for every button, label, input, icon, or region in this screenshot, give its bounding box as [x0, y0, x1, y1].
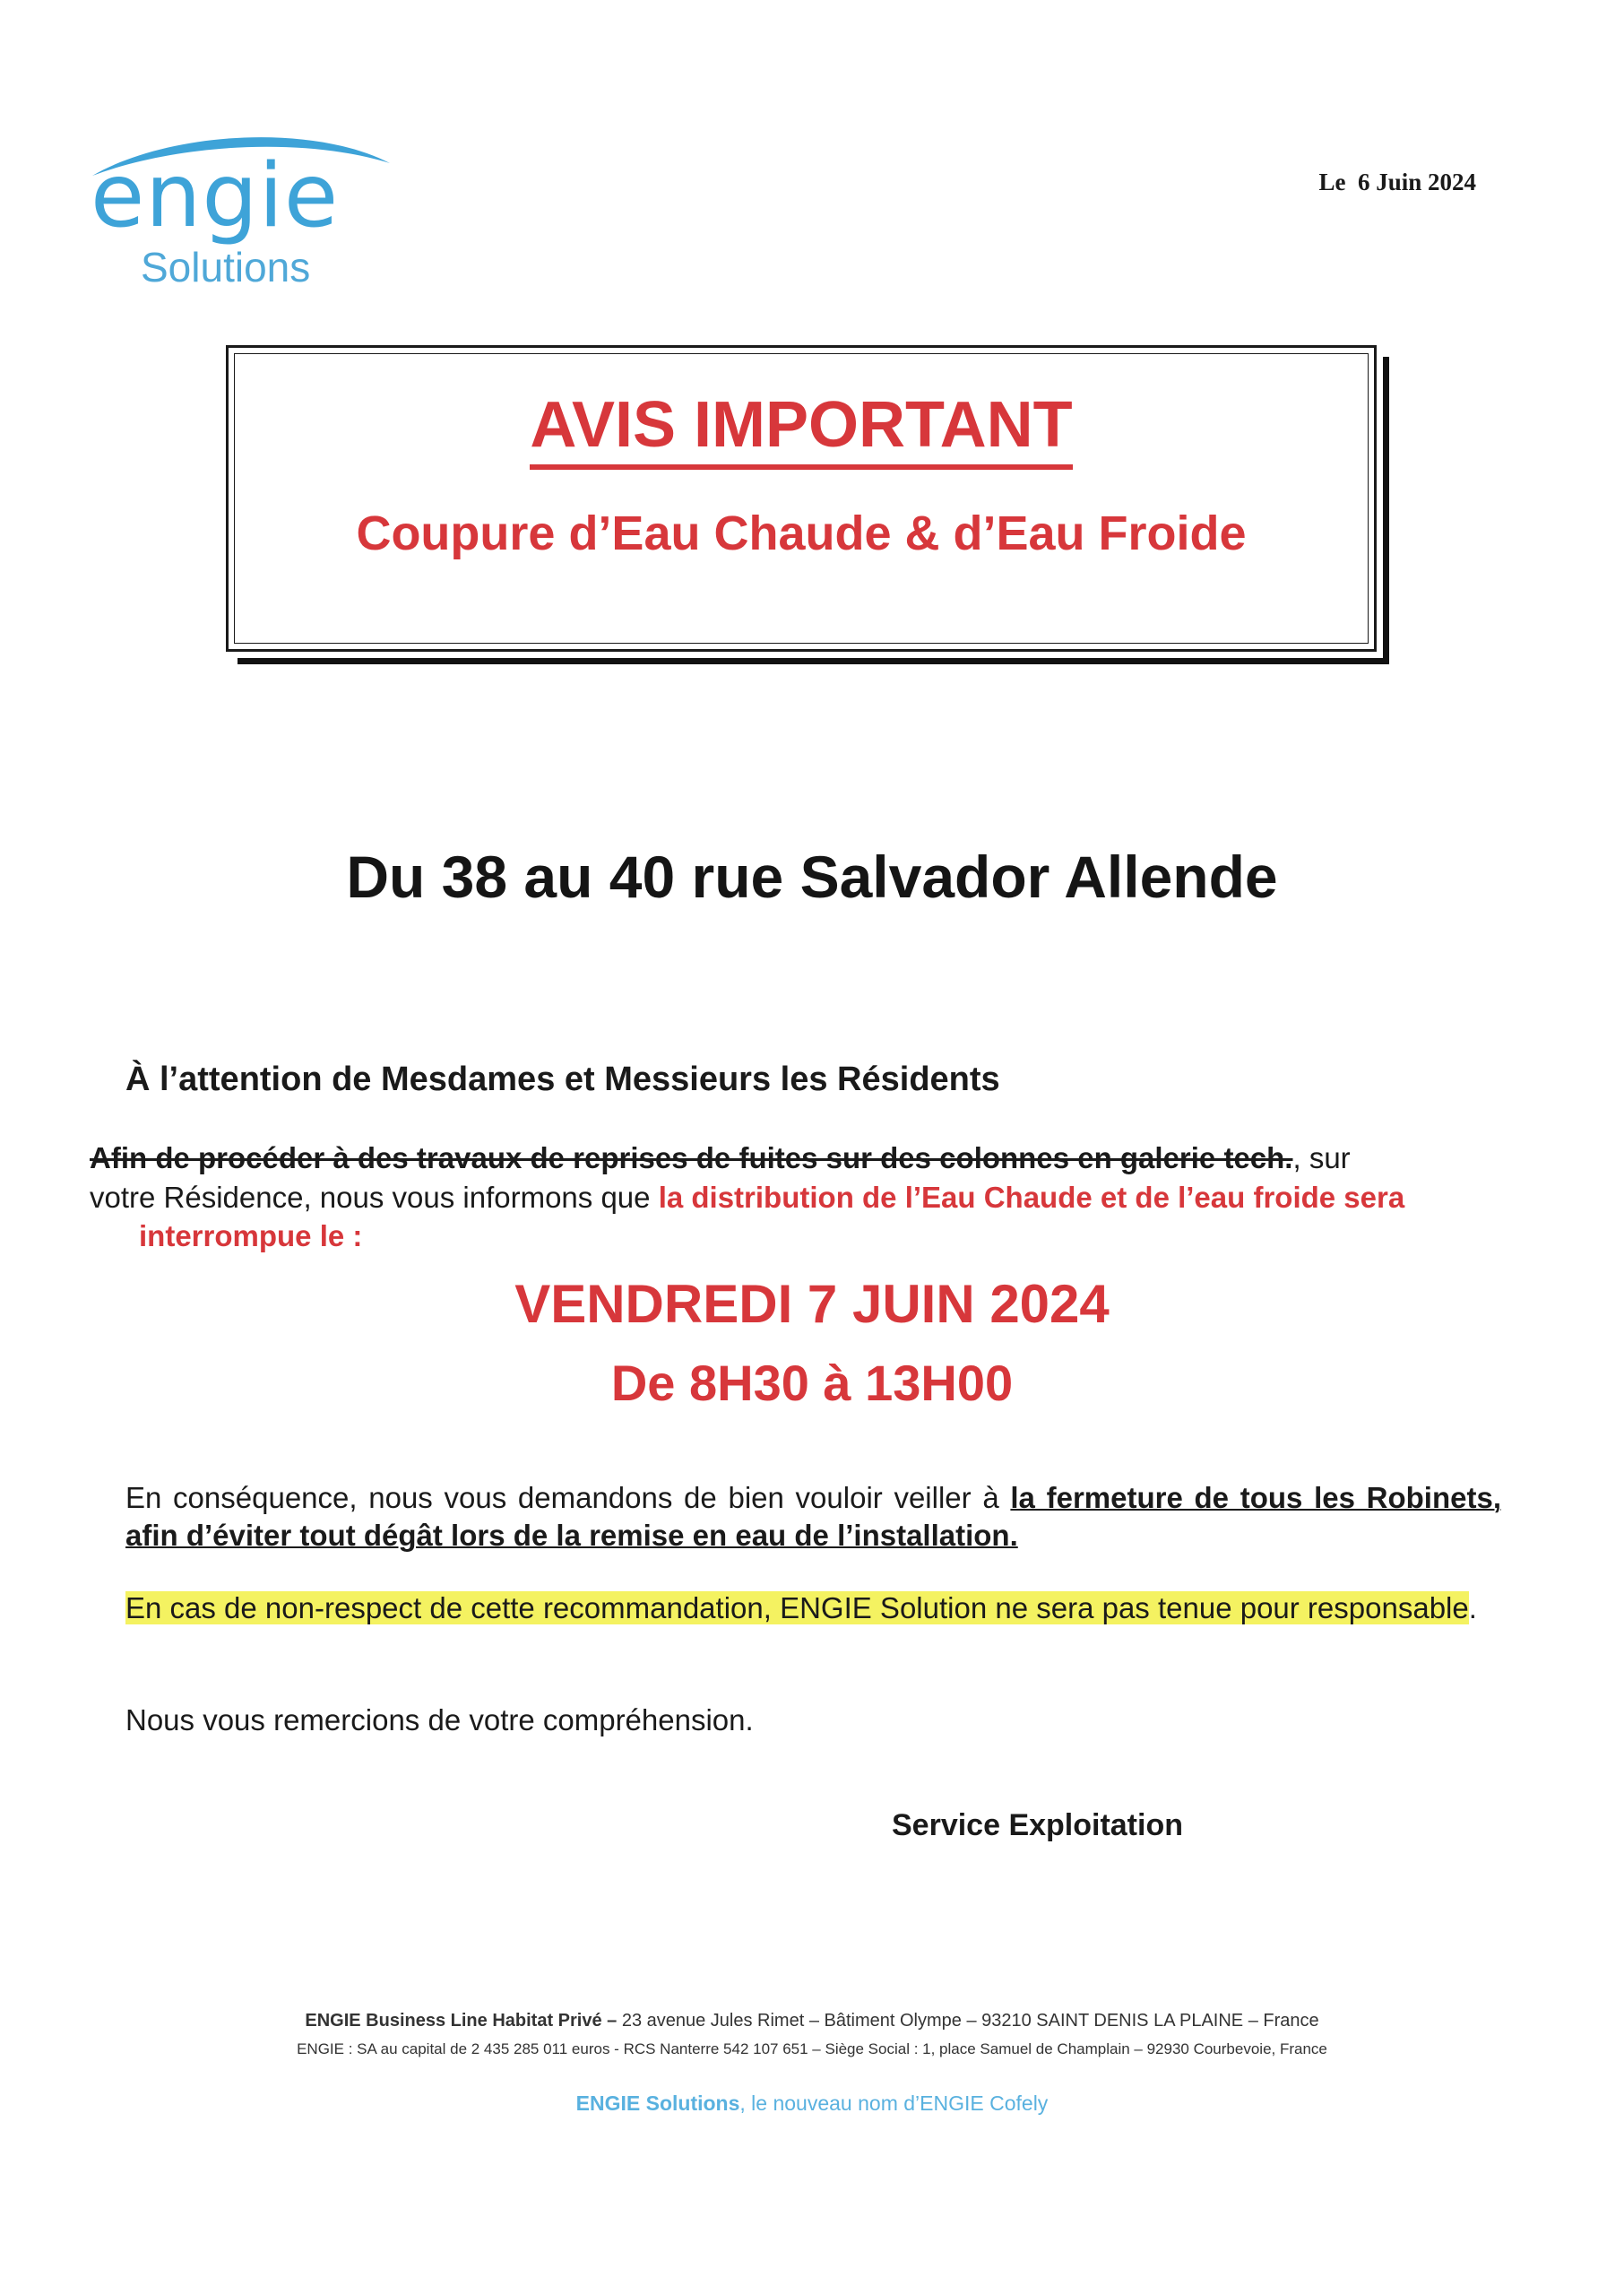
intro-line-2: votre Résidence, nous vous informons que la distribution de l’Eau Chaude et de l’eau froide sera	[90, 1181, 1405, 1214]
letter-date: Le 6 Juin 2024	[1318, 169, 1476, 195]
footer-brand-note: ENGIE Solutions, le nouveau nom d’ENGIE Cofely	[575, 2091, 1049, 2115]
intro-line-1	[90, 1139, 1483, 1178]
interruption-day: VENDREDI 7 JUIN 2024	[514, 1274, 1110, 1334]
signature: Service Exploitation	[892, 1808, 1183, 1842]
thanks-line: Nous vous remercions de votre compréhension.	[125, 1703, 754, 1736]
logo-brand: engie	[91, 145, 340, 247]
attention-line: À l’attention de Mesdames et Messieurs les Résidents	[125, 1061, 1000, 1098]
intro-tail: , sur	[1292, 1141, 1351, 1174]
footer-legal: ENGIE : SA au capital de 2 435 285 011 euros - RCS Nanterre 542 107 651 – Siège Social : 1, place Samuel de Champlain – 92930 Courbevoie, France	[297, 2040, 1327, 2057]
address-heading: Du 38 au 40 rue Salvador Allende	[346, 844, 1278, 910]
notice-title: AVIS IMPORTANT	[229, 393, 1374, 457]
struck-text: Afin de procéder à des travaux de reprises de fuites sur des colonnes en galerie tech.	[90, 1141, 1293, 1174]
warning-paragraph: En cas de non-respect de cette recommandation, ENGIE Solution ne sera pas tenue pour responsable.	[125, 1591, 1477, 1624]
consequence-paragraph: En conséquence, nous vous demandons de bien vouloir veiller à la fermeture de tous les Robinets, afin d’éviter tout dégât lors de la remise en eau de l’installation.	[125, 1481, 1501, 1552]
notice-subtitle: Coupure d’Eau Chaude & d’Eau Froide	[356, 507, 1247, 560]
interrupted-text: interrompue le :	[139, 1219, 363, 1252]
distribution-text: la distribution de l’Eau Chaude et de l’eau froide sera	[658, 1181, 1405, 1214]
interruption-hours: De 8H30 à 13H00	[610, 1355, 1014, 1411]
engie-solutions-logo	[85, 126, 408, 305]
footer-address: ENGIE Business Line Habitat Privé – 23 avenue Jules Rimet – Bâtiment Olympe – 93210 SAINT DENIS LA PLAINE – France	[305, 2011, 1319, 2031]
logo-product: Solutions	[141, 244, 311, 290]
highlighted-warning: En cas de non-respect de cette recommandation, ENGIE Solution ne sera pas tenue pour responsable	[125, 1591, 1469, 1624]
close-taps-instruction: la fermeture de tous les Robinets, afin d’éviter tout dégât lors de la remise en eau de l’installation.	[125, 1481, 1501, 1552]
notice-box	[226, 345, 1377, 652]
